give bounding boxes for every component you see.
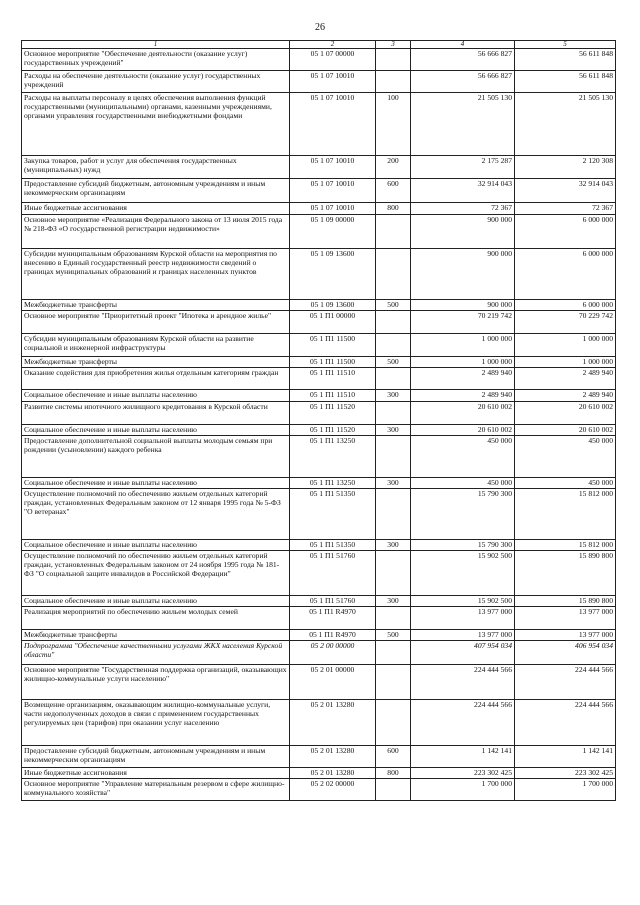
- row-amount-year-1: 223 302 425: [411, 768, 515, 779]
- row-expense-type: 300: [376, 478, 411, 489]
- row-expense-type: [376, 215, 411, 249]
- row-amount-year-2: 72 367: [515, 203, 616, 215]
- row-amount-year-1: 1 142 141: [411, 746, 515, 768]
- row-code: 05 1 П1 13250: [290, 478, 376, 489]
- row-code: 05 1 П1 11500: [290, 357, 376, 368]
- row-code: 05 1 П1 11520: [290, 425, 376, 436]
- row-amount-year-2: 450 000: [515, 436, 616, 478]
- column-number: 3: [376, 41, 411, 49]
- row-amount-year-2: 2 120 308: [515, 156, 616, 179]
- row-code: 05 2 02 00000: [290, 779, 376, 801]
- table-row: [22, 71, 616, 93]
- row-code: 05 1 П1 51760: [290, 596, 376, 607]
- row-amount-year-2: 15 890 800: [515, 551, 616, 596]
- row-name: Закупка товаров, работ и услуг для обеспечения государственных (муниципальных) нужд: [22, 156, 290, 179]
- column-number-row: [22, 41, 616, 49]
- table-row: [22, 596, 616, 607]
- row-code: 05 1 П1 11510: [290, 390, 376, 402]
- row-code: 05 1 07 10010: [290, 156, 376, 179]
- table-row: [22, 334, 616, 357]
- table-row: [22, 390, 616, 402]
- row-expense-type: [376, 71, 411, 93]
- row-name: Социальное обеспечение и иные выплаты населению: [22, 596, 290, 607]
- row-name: Субсидии муниципальным образованиям Курской области на мероприятия по внесению в Единый государственный реестр недвижимости сведений о границах муниципальных образований и границах населенных пунктов: [22, 249, 290, 300]
- row-expense-type: [376, 700, 411, 746]
- row-code: 05 1 П1 13250: [290, 436, 376, 478]
- table-row: [22, 489, 616, 540]
- row-amount-year-2: 1 000 000: [515, 357, 616, 368]
- row-expense-type: [376, 489, 411, 540]
- row-amount-year-2: 223 302 425: [515, 768, 616, 779]
- row-amount-year-1: 56 666 827: [411, 49, 515, 71]
- row-expense-type: [376, 249, 411, 300]
- row-name: Расходы на выплаты персоналу в целях обеспечения выполнения функций государственными (муниципальными) органами, казенными учреждениями, органами управления государственными внебюджетными фондами: [22, 93, 290, 156]
- table-row: [22, 551, 616, 596]
- table-row: [22, 478, 616, 489]
- row-expense-type: 300: [376, 596, 411, 607]
- row-amount-year-1: 900 000: [411, 249, 515, 300]
- row-code: 05 1 07 00000: [290, 49, 376, 71]
- row-amount-year-1: 20 610 002: [411, 425, 515, 436]
- row-expense-type: [376, 436, 411, 478]
- row-amount-year-1: 224 444 566: [411, 665, 515, 700]
- row-amount-year-2: 15 812 000: [515, 540, 616, 551]
- row-amount-year-2: 13 977 000: [515, 630, 616, 641]
- table-row: [22, 179, 616, 203]
- table-row: [22, 540, 616, 551]
- table-row: [22, 249, 616, 300]
- row-expense-type: [376, 607, 411, 630]
- row-name: Возмещение организациям, оказывающим жилищно-коммунальные услуги, части недополученных доходов в связи с применением государственных регулируемых цен (тарифов) при оказании услуг населению: [22, 700, 290, 746]
- row-code: 05 1 07 10010: [290, 203, 376, 215]
- row-code: 05 1 П1 00000: [290, 311, 376, 334]
- row-amount-year-1: 224 444 566: [411, 700, 515, 746]
- row-amount-year-1: 1 000 000: [411, 357, 515, 368]
- row-expense-type: 100: [376, 93, 411, 156]
- row-expense-type: 300: [376, 425, 411, 436]
- row-amount-year-2: 224 444 566: [515, 665, 616, 700]
- row-expense-type: [376, 368, 411, 390]
- row-amount-year-2: 20 610 002: [515, 402, 616, 425]
- row-amount-year-1: 2 175 287: [411, 156, 515, 179]
- row-amount-year-1: 56 666 827: [411, 71, 515, 93]
- row-name: Основное мероприятие "Обеспечение деятельности (оказание услуг) государственных учреждений": [22, 49, 290, 71]
- page-number: 26: [315, 22, 325, 33]
- table-row: [22, 779, 616, 801]
- column-number: 5: [515, 41, 616, 49]
- row-amount-year-2: 1 700 000: [515, 779, 616, 801]
- table-row: [22, 300, 616, 311]
- row-amount-year-2: 2 489 940: [515, 390, 616, 402]
- row-name: Осуществление полномочий по обеспечению жильем отдельных категорий граждан, установленных Федеральным законом от 12 января 1995 года № 5-ФЗ "О ветеранах": [22, 489, 290, 540]
- row-name: Основное мероприятие "Управление материальным резервом в сфере жилищно-коммунального хозяйства": [22, 779, 290, 801]
- table-row: [22, 368, 616, 390]
- row-name: Иные бюджетные ассигнования: [22, 768, 290, 779]
- row-amount-year-2: 6 000 000: [515, 215, 616, 249]
- row-name: Предоставление субсидий бюджетным, автономным учреждениям и иным некоммерческим организациям: [22, 179, 290, 203]
- row-amount-year-1: 1 700 000: [411, 779, 515, 801]
- row-expense-type: 200: [376, 156, 411, 179]
- row-amount-year-1: 20 610 002: [411, 402, 515, 425]
- row-amount-year-2: 32 914 043: [515, 179, 616, 203]
- row-name: Субсидии муниципальным образованиям Курской области на развитие социальной и инженерной инфраструктуры: [22, 334, 290, 357]
- row-amount-year-1: 900 000: [411, 215, 515, 249]
- row-amount-year-2: 406 954 034: [515, 641, 616, 665]
- table-row: [22, 665, 616, 700]
- row-amount-year-2: 21 505 130: [515, 93, 616, 156]
- row-name: Расходы на обеспечение деятельности (оказание услуг) государственных учреждений: [22, 71, 290, 93]
- table-row: [22, 203, 616, 215]
- row-name: Развитие системы ипотечного жилищного кредитования в Курской области: [22, 402, 290, 425]
- table-row: [22, 311, 616, 334]
- row-name: Социальное обеспечение и иные выплаты населению: [22, 425, 290, 436]
- row-expense-type: 300: [376, 390, 411, 402]
- row-amount-year-1: 13 977 000: [411, 607, 515, 630]
- row-amount-year-1: 21 505 130: [411, 93, 515, 156]
- row-code: 05 2 01 13280: [290, 700, 376, 746]
- table-row: [22, 215, 616, 249]
- table-row: [22, 641, 616, 665]
- row-expense-type: [376, 49, 411, 71]
- row-name: Основное мероприятие "Приоритетный проект "Ипотека и арендное жилье": [22, 311, 290, 334]
- row-amount-year-2: 56 611 848: [515, 49, 616, 71]
- row-expense-type: 500: [376, 357, 411, 368]
- row-code: 05 2 01 00000: [290, 665, 376, 700]
- column-number: 1: [22, 41, 290, 49]
- row-amount-year-2: 15 890 800: [515, 596, 616, 607]
- table-row: [22, 425, 616, 436]
- row-code: 05 1 П1 51350: [290, 489, 376, 540]
- row-amount-year-1: 1 000 000: [411, 334, 515, 357]
- row-code: 05 2 01 13280: [290, 768, 376, 779]
- row-amount-year-2: 6 000 000: [515, 300, 616, 311]
- row-amount-year-1: 15 790 300: [411, 540, 515, 551]
- row-amount-year-1: 15 790 300: [411, 489, 515, 540]
- row-code: 05 1 П1 11510: [290, 368, 376, 390]
- row-amount-year-1: 450 000: [411, 436, 515, 478]
- row-expense-type: [376, 551, 411, 596]
- row-name: Межбюджетные трансферты: [22, 630, 290, 641]
- table-row: [22, 49, 616, 71]
- table-row: [22, 436, 616, 478]
- row-expense-type: 500: [376, 300, 411, 311]
- row-code: 05 1 09 13600: [290, 249, 376, 300]
- row-amount-year-2: 20 610 002: [515, 425, 616, 436]
- row-amount-year-2: 6 000 000: [515, 249, 616, 300]
- table-row: [22, 357, 616, 368]
- table-row: [22, 746, 616, 768]
- row-name: Социальное обеспечение и иные выплаты населению: [22, 540, 290, 551]
- row-name: Предоставление субсидий бюджетным, автономным учреждениям и иным некоммерческим организациям: [22, 746, 290, 768]
- table-row: [22, 630, 616, 641]
- row-name: Подпрограмма "Обеспечение качественными услугами ЖКХ населения Курской области": [22, 641, 290, 665]
- row-amount-year-1: 2 489 940: [411, 390, 515, 402]
- table-row: [22, 700, 616, 746]
- row-name: Иные бюджетные ассигнования: [22, 203, 290, 215]
- row-code: 05 1 П1 R4970: [290, 607, 376, 630]
- row-name: Реализация мероприятий по обеспечению жильем молодых семей: [22, 607, 290, 630]
- row-amount-year-2: 70 229 742: [515, 311, 616, 334]
- table-row: [22, 607, 616, 630]
- row-expense-type: 300: [376, 540, 411, 551]
- row-amount-year-1: 2 489 940: [411, 368, 515, 390]
- row-name: Основное мероприятие «Реализация Федерального закона от 13 июля 2015 года № 218-ФЗ «О государственной регистрации недвижимости»: [22, 215, 290, 249]
- row-name: Межбюджетные трансферты: [22, 357, 290, 368]
- row-amount-year-2: 1 000 000: [515, 334, 616, 357]
- row-expense-type: 600: [376, 746, 411, 768]
- row-code: 05 1 П1 11500: [290, 334, 376, 357]
- row-amount-year-1: 900 000: [411, 300, 515, 311]
- row-expense-type: [376, 311, 411, 334]
- row-amount-year-1: 15 902 500: [411, 551, 515, 596]
- row-code: 05 1 07 10010: [290, 71, 376, 93]
- row-code: 05 1 П1 51760: [290, 551, 376, 596]
- row-amount-year-1: 450 000: [411, 478, 515, 489]
- table-row: [22, 93, 616, 156]
- row-expense-type: [376, 641, 411, 665]
- row-amount-year-2: 13 977 000: [515, 607, 616, 630]
- row-name: Осуществление полномочий по обеспечению жильем отдельных категорий граждан, установленных Федеральным законом от 24 ноября 1995 года № 181-ФЗ "О социальной защите инвалидов в Российской Федерации": [22, 551, 290, 596]
- budget-table: [21, 40, 616, 801]
- row-expense-type: 600: [376, 179, 411, 203]
- row-expense-type: [376, 334, 411, 357]
- row-amount-year-2: 56 611 848: [515, 71, 616, 93]
- column-number: 4: [411, 41, 515, 49]
- row-expense-type: [376, 779, 411, 801]
- row-name: Предоставление дополнительной социальной выплаты молодым семьям при рождении (усыновлении) каждого ребенка: [22, 436, 290, 478]
- row-expense-type: 500: [376, 630, 411, 641]
- row-amount-year-1: 72 367: [411, 203, 515, 215]
- row-amount-year-2: 2 489 940: [515, 368, 616, 390]
- row-name: Оказание содействия для приобретения жилья отдельным категориям граждан: [22, 368, 290, 390]
- row-expense-type: [376, 665, 411, 700]
- row-name: Социальное обеспечение и иные выплаты населению: [22, 390, 290, 402]
- row-amount-year-1: 15 902 500: [411, 596, 515, 607]
- column-number: 2: [290, 41, 376, 49]
- row-code: 05 1 07 10010: [290, 179, 376, 203]
- row-expense-type: 800: [376, 768, 411, 779]
- row-code: 05 1 П1 11520: [290, 402, 376, 425]
- table-row: [22, 156, 616, 179]
- row-amount-year-2: 450 000: [515, 478, 616, 489]
- row-expense-type: [376, 402, 411, 425]
- row-code: 05 1 09 00000: [290, 215, 376, 249]
- row-name: Социальное обеспечение и иные выплаты населению: [22, 478, 290, 489]
- row-amount-year-1: 70 219 742: [411, 311, 515, 334]
- row-amount-year-1: 32 914 043: [411, 179, 515, 203]
- row-amount-year-1: 13 977 000: [411, 630, 515, 641]
- row-code: 05 2 00 00000: [290, 641, 376, 665]
- row-amount-year-1: 407 954 034: [411, 641, 515, 665]
- row-amount-year-2: 1 142 141: [515, 746, 616, 768]
- table-row: [22, 768, 616, 779]
- row-code: 05 1 09 13600: [290, 300, 376, 311]
- table-row: [22, 402, 616, 425]
- row-name: Основное мероприятие "Государственная поддержка организаций, оказывающих жилищно-коммунальные услуги населению": [22, 665, 290, 700]
- row-name: Межбюджетные трансферты: [22, 300, 290, 311]
- row-amount-year-2: 224 444 566: [515, 700, 616, 746]
- row-code: 05 1 07 10010: [290, 93, 376, 156]
- row-code: 05 1 П1 51350: [290, 540, 376, 551]
- row-code: 05 1 П1 R4970: [290, 630, 376, 641]
- row-code: 05 2 01 13280: [290, 746, 376, 768]
- row-expense-type: 800: [376, 203, 411, 215]
- row-amount-year-2: 15 812 000: [515, 489, 616, 540]
